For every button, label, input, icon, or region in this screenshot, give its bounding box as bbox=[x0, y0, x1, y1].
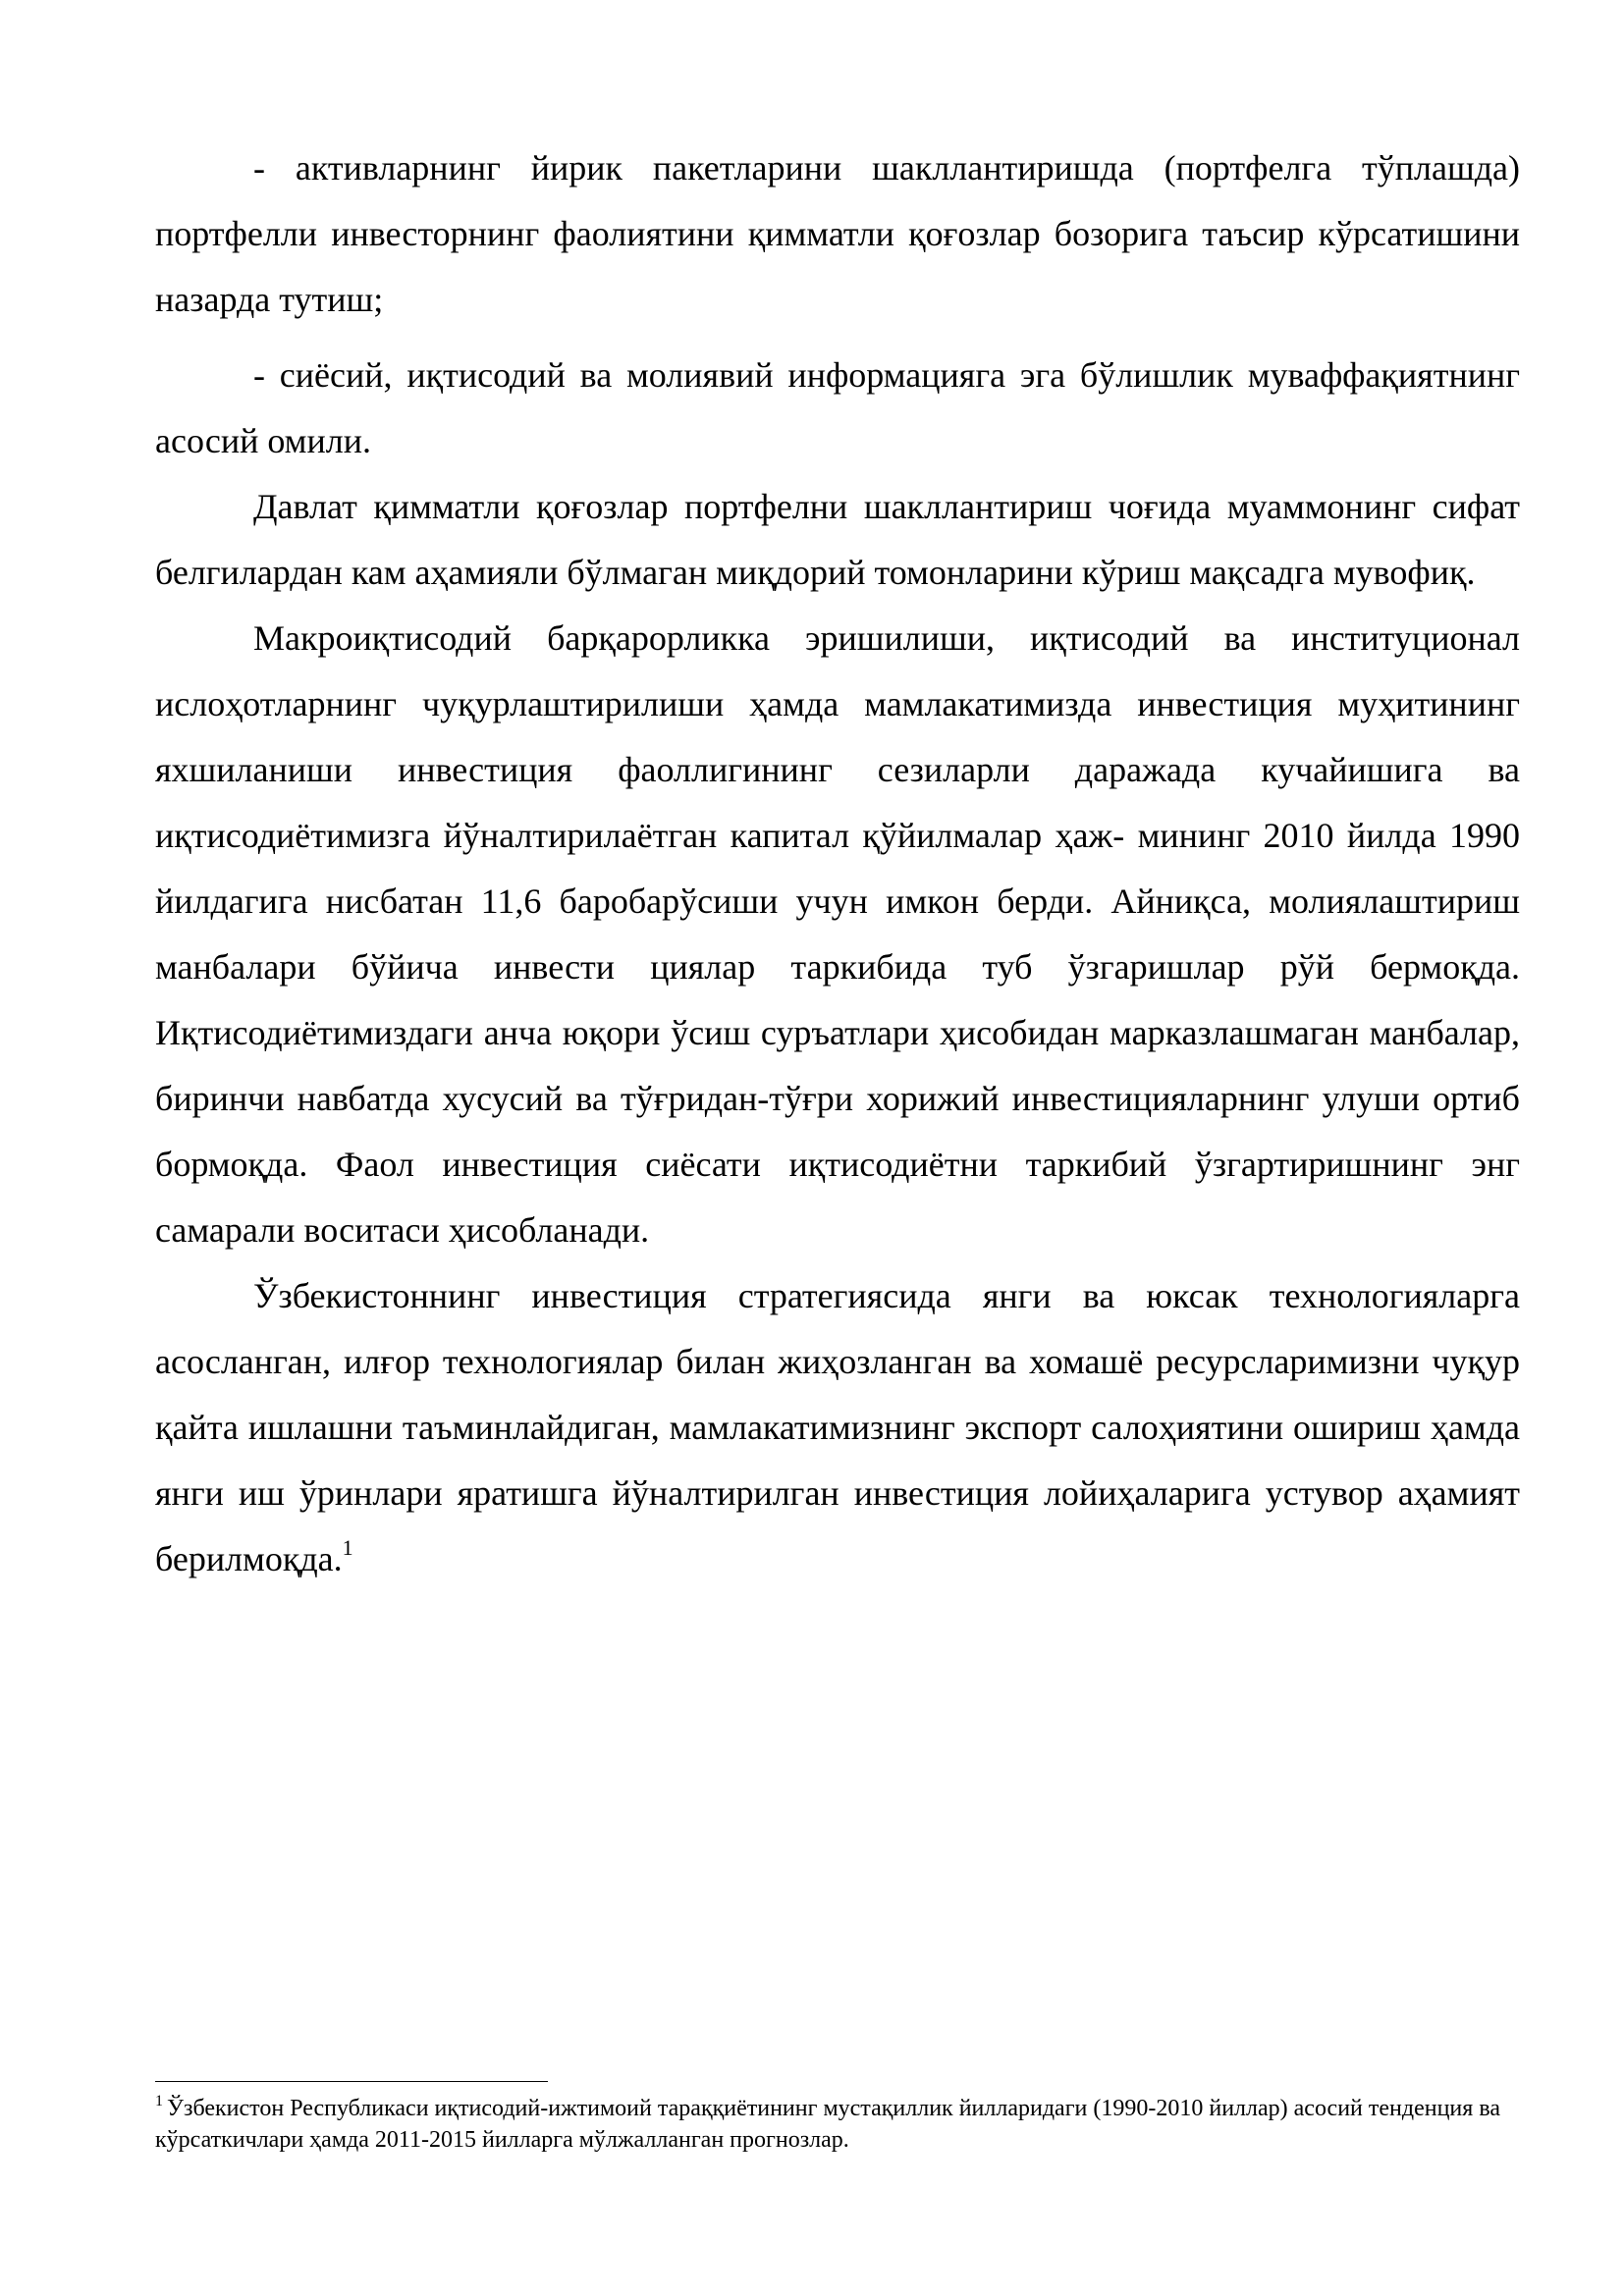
paragraph-state-securities: Давлат қимматли қоғозлар портфелни шакллантириш чоғида муаммонинг сифат белгилардан кам аҳамияли бўлмаган миқдорий томонларини кўриш мақсадга мувофиқ. bbox=[155, 487, 1520, 592]
footnote bbox=[155, 2093, 1520, 2156]
footnote-separator bbox=[155, 2081, 548, 2082]
footnote-reference[interactable]: 1 bbox=[342, 1535, 353, 1560]
footnote-number: 1 bbox=[155, 2093, 163, 2109]
paragraph-investment-strategy-text: Ўзбекистоннинг инвестиция стратегиясида янги ва юксак технологияларга асосланган, илғор технологиялар билан жиҳозланган ва хомашё ресурсларимизни чуқур қайта ишлашни таъминлайдиган, мамлакатимизнинг экспорт салоҳиятини ошириш ҳамда янги иш ўринлари яратишга йўналтирилган инвестиция лойиҳаларига устувор аҳамият берилмоқда. bbox=[155, 1276, 1520, 1578]
paragraph-bullet-information: - сиёсий, иқтисодий ва молиявий информацияга эга бўлишлик муваффақиятнинг асосий омили. bbox=[155, 355, 1520, 460]
document-body bbox=[155, 135, 1520, 1592]
paragraph-bullet-assets: - активларнинг йирик пакетларини шакллантиришда (портфелга тўплашда) портфелли инвесторнинг фаолиятини қимматли қоғозлар бозорига таъсир кўрсатишини назарда тутиш; bbox=[155, 148, 1520, 319]
paragraph-macroeconomic-stability: Макроиқтисодий барқарорликка эришилиши, иқтисодий ва институционал ислоҳотларнинг чуқурлаштирилиши ҳамда мамлакатимизда инвестиция муҳитининг яхшиланиши инвестиция фаоллигининг сезиларли даражада кучайишига ва иқтисодиётимизга йўналтирилаётган капитал қўйилмалар ҳаж- мининг 2010 йилда 1990 йилдагига нисбатан 11,6 баробарўсиши учун имкон берди. Айниқса, молиялаштириш манбалари бўйича инвести циялар таркибида туб ўзгаришлар рўй бермоқда. Иқтисодиётимиздаги анча юқори ўсиш суръатлари ҳисобидан марказлашмаган манбалар, биринчи навбатда хусусий ва тўғридан-тўғри хорижий инвестицияларнинг улуши ортиб бормоқда. Фаол инвестиция сиёсати иқтисодиётни таркибий ўзгартиришнинг энг самарали воситаси ҳисобланади. bbox=[155, 618, 1520, 1250]
footnote-text: Ўзбекистон Республикаси иқтисодий-ижтимоий тараққиётининг мустақиллик йилларидаги (1990-2010 йиллар) асосий тенденция ва кўрсаткичлари ҳамда 2011-2015 йилларга мўлжалланган прогнозлар. bbox=[155, 2096, 1500, 2153]
paragraph-investment-strategy bbox=[155, 1263, 1520, 1592]
